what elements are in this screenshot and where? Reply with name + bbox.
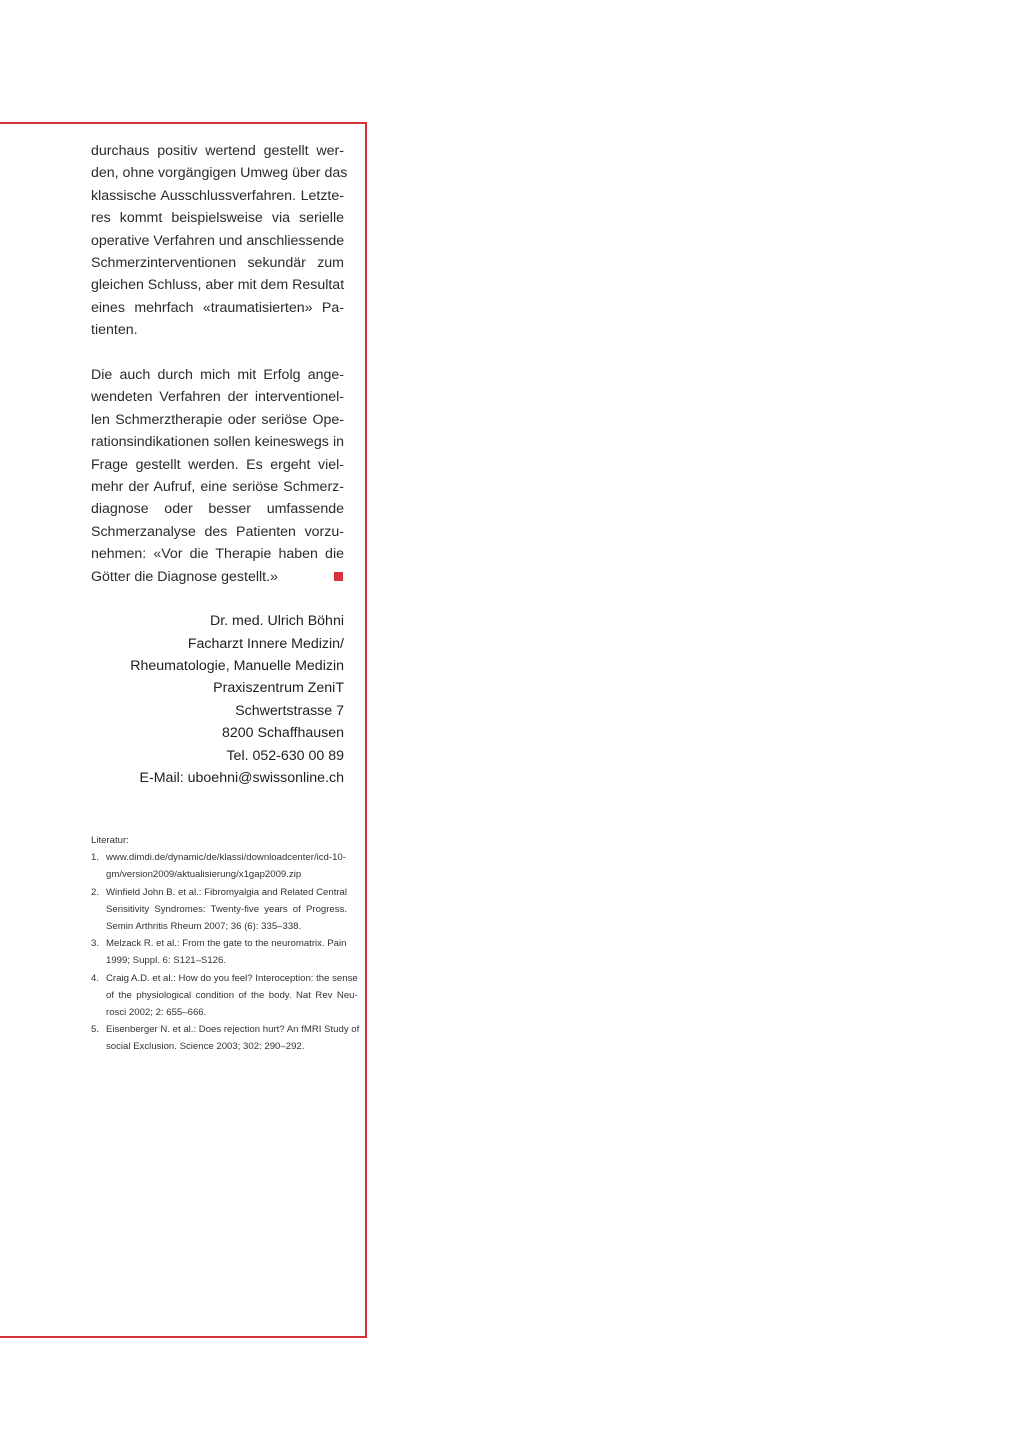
author-title-2: Rheumatologie, Manuelle Medizin <box>130 657 344 674</box>
email-address: E-Mail: uboehni@swissonline.ch <box>139 769 344 786</box>
literature-item <box>91 884 348 936</box>
literature-line: Eisenberger N. et al.: Does rejection hurt? An fMRI Study of <box>106 1024 360 1036</box>
text-line: res kommt beispielsweise via serielle <box>91 210 344 227</box>
final-line <box>91 566 344 588</box>
literature-item <box>91 935 347 969</box>
literature-number: 3. <box>91 938 100 950</box>
practice-name: Praxiszentrum ZeniT <box>213 680 344 697</box>
literature-line: 1999; Suppl. 6: S121–S126. <box>106 955 227 967</box>
literature-number: 2. <box>91 886 100 898</box>
literature-item <box>91 970 358 1022</box>
literature-heading: Literatur: <box>91 835 129 846</box>
text-line: klassische Ausschlussverfahren. Letzte- <box>91 187 344 204</box>
text-line: nehmen: «Vor die Therapie haben die <box>91 546 344 563</box>
text-line: den, ohne vorgängigen Umweg über das <box>91 165 348 182</box>
literature-number: 1. <box>91 852 100 864</box>
literature-text <box>106 849 346 883</box>
author-title-1: Facharzt Innere Medizin/ <box>187 635 344 652</box>
text-line: gleichen Schluss, aber mit dem Resultat <box>91 277 345 294</box>
text-line: durchaus positiv wertend gestellt wer- <box>91 143 344 159</box>
author-signature <box>91 610 344 789</box>
literature-line: Semin Arthritis Rheum 2007; 36 (6): 335–338. <box>106 921 302 933</box>
street-address: Schwertstrasse 7 <box>235 702 344 719</box>
literature-line: social Exclusion. Science 2003; 302: 290–292. <box>106 1041 305 1053</box>
text-line: Schmerzinterventionen sekundär zum <box>91 255 344 272</box>
text-line: tienten. <box>91 322 138 339</box>
text-line: len Schmerztherapie oder seriöse Ope- <box>91 411 344 428</box>
text-line: rationsindikationen sollen keineswegs in <box>91 434 344 451</box>
article-column <box>91 140 348 789</box>
literature-item <box>91 1021 360 1055</box>
paragraph-2 <box>91 364 344 588</box>
text-line: operative Verfahren und anschliessende <box>91 232 345 249</box>
literature-text <box>106 1021 359 1055</box>
literature-list <box>91 849 360 1055</box>
text-line: mehr der Aufruf, eine seriöse Schmerz- <box>91 479 344 496</box>
phone-number: Tel. 052-630 00 89 <box>226 747 344 764</box>
literature-text <box>106 935 346 969</box>
text-line: wendeten Verfahren der interventionel- <box>91 389 344 406</box>
literature-text <box>106 970 358 1022</box>
literature-item <box>91 849 344 883</box>
literature-section <box>91 832 360 1056</box>
author-name: Dr. med. Ulrich Böhni <box>209 613 344 630</box>
literature-number: 4. <box>91 972 100 984</box>
text-line: Schmerzanalyse des Patienten vorzu- <box>91 523 344 540</box>
literature-line: www.dimdi.de/dynamic/de/klassi/downloadcenter/icd-10- <box>106 852 346 864</box>
literature-line: Craig A.D. et al.: How do you feel? Interoception: the sense <box>106 972 358 984</box>
literature-number: 5. <box>91 1024 100 1036</box>
text-line: eines mehrfach «traumatisierten» Pa- <box>91 299 344 316</box>
literature-line: Winfield John B. et al.: Fibromyalgia and Related Central <box>106 886 348 898</box>
text-line: diagnose oder besser umfassende <box>91 501 344 518</box>
literature-line: Sensitivity Syndromes: Twenty-five years of Progress. <box>106 903 348 915</box>
text-line: Götter die Diagnose gestellt.» <box>91 568 278 585</box>
paragraph-1 <box>91 140 348 342</box>
city-address: 8200 Schaffhausen <box>221 725 344 742</box>
literature-text <box>106 884 347 936</box>
literature-line: Melzack R. et al.: From the gate to the neuromatrix. Pain <box>106 938 347 950</box>
literature-line: gm/version2009/aktualisierung/x1gap2009.zip <box>106 869 302 881</box>
literature-line: rosci 2002; 2: 655–666. <box>106 1007 207 1019</box>
text-line: Die auch durch mich mit Erfolg ange- <box>91 367 344 384</box>
literature-line: of the physiological condition of the body. Nat Rev Neu- <box>106 989 358 1001</box>
end-of-article-square-icon <box>334 572 343 581</box>
text-line: Frage gestellt werden. Es ergeht viel- <box>91 456 344 473</box>
